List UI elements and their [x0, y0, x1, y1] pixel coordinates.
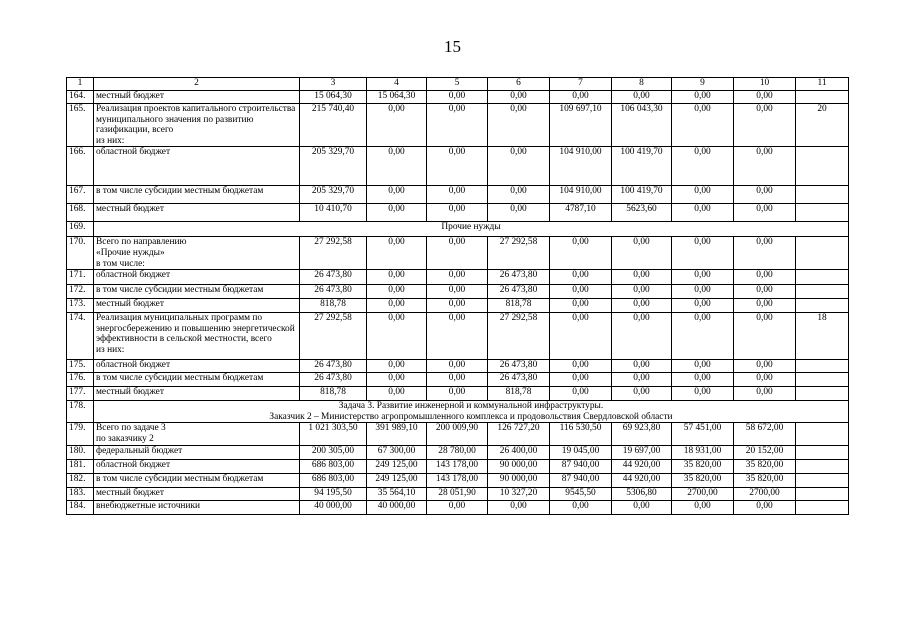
row-label: в том числе субсидии местным бюджетам	[94, 186, 300, 204]
table-row	[67, 313, 849, 360]
row-label: областной бюджет	[94, 270, 300, 285]
amount-cell: 67 300,00	[367, 445, 427, 459]
row-number: 179.	[67, 423, 94, 445]
target-ref	[796, 423, 849, 445]
amount-cell: 0,00	[367, 373, 427, 387]
amount-cell: 5623,60	[612, 204, 672, 222]
row-number: 184.	[67, 500, 94, 514]
amount-cell: 0,00	[427, 313, 488, 360]
amount-cell: 5306,80	[612, 487, 672, 500]
table-row	[67, 473, 849, 487]
section-row	[67, 222, 849, 237]
amount-cell: 0,00	[550, 299, 612, 313]
row-number: 177.	[67, 387, 94, 401]
amount-cell: 0,00	[488, 104, 550, 147]
amount-cell: 90 000,00	[488, 473, 550, 487]
amount-cell: 0,00	[427, 104, 488, 147]
amount-cell: 249 125,00	[367, 459, 427, 473]
amount-cell: 0,00	[427, 285, 488, 299]
target-ref	[796, 459, 849, 473]
amount-cell: 0,00	[550, 237, 612, 270]
amount-cell: 0,00	[734, 299, 796, 313]
amount-cell: 0,00	[734, 270, 796, 285]
amount-cell: 0,00	[612, 237, 672, 270]
row-label: местный бюджет	[94, 299, 300, 313]
table-row	[67, 104, 849, 147]
amount-cell: 0,00	[612, 91, 672, 104]
amount-cell: 205 329,70	[300, 147, 367, 186]
amount-cell: 0,00	[672, 500, 734, 514]
amount-cell: 35 820,00	[734, 459, 796, 473]
target-ref	[796, 270, 849, 285]
amount-cell: 0,00	[488, 186, 550, 204]
amount-cell: 35 820,00	[672, 459, 734, 473]
row-label: местный бюджет	[94, 91, 300, 104]
table-row	[67, 487, 849, 500]
target-ref	[796, 204, 849, 222]
amount-cell: 0,00	[367, 186, 427, 204]
amount-cell: 4787,10	[550, 204, 612, 222]
amount-cell: 818,78	[488, 299, 550, 313]
row-number: 180.	[67, 445, 94, 459]
amount-cell: 0,00	[612, 360, 672, 373]
amount-cell: 0,00	[672, 91, 734, 104]
table-row	[67, 285, 849, 299]
row-label: областной бюджет	[94, 360, 300, 373]
amount-cell: 143 178,00	[427, 459, 488, 473]
table-row	[67, 373, 849, 387]
amount-cell: 26 400,00	[488, 445, 550, 459]
amount-cell: 2700,00	[734, 487, 796, 500]
amount-cell: 0,00	[672, 360, 734, 373]
amount-cell: 0,00	[550, 500, 612, 514]
page-number: 15	[444, 37, 461, 56]
amount-cell: 20 152,00	[734, 445, 796, 459]
table-row	[67, 91, 849, 104]
target-ref	[796, 186, 849, 204]
amount-cell: 27 292,58	[488, 313, 550, 360]
amount-cell: 249 125,00	[367, 473, 427, 487]
row-label: Всего по задаче 3 по заказчику 2	[94, 423, 300, 445]
amount-cell: 0,00	[427, 360, 488, 373]
target-ref	[796, 473, 849, 487]
amount-cell: 0,00	[427, 299, 488, 313]
target-ref	[796, 147, 849, 186]
column-header: 8	[612, 78, 672, 91]
row-label: Всего по направлению «Прочие нужды» в том числе:	[94, 237, 300, 270]
amount-cell: 104 910,00	[550, 147, 612, 186]
row-label: областной бюджет	[94, 147, 300, 186]
amount-cell: 0,00	[734, 104, 796, 147]
amount-cell: 0,00	[734, 500, 796, 514]
amount-cell: 0,00	[488, 204, 550, 222]
row-number: 171.	[67, 270, 94, 285]
amount-cell: 0,00	[612, 500, 672, 514]
amount-cell: 0,00	[367, 270, 427, 285]
amount-cell: 0,00	[550, 313, 612, 360]
row-number: 173.	[67, 299, 94, 313]
amount-cell: 27 292,58	[300, 237, 367, 270]
amount-cell: 69 923,80	[612, 423, 672, 445]
amount-cell: 44 920,00	[612, 473, 672, 487]
column-header: 1	[67, 78, 94, 91]
amount-cell: 0,00	[367, 204, 427, 222]
row-label: внебюджетные источники	[94, 500, 300, 514]
amount-cell: 0,00	[550, 373, 612, 387]
amount-cell: 0,00	[427, 387, 488, 401]
amount-cell: 87 940,00	[550, 459, 612, 473]
target-ref	[796, 237, 849, 270]
amount-cell: 0,00	[550, 270, 612, 285]
amount-cell: 2700,00	[672, 487, 734, 500]
amount-cell: 27 292,58	[300, 313, 367, 360]
amount-cell: 10 410,70	[300, 204, 367, 222]
amount-cell: 26 473,80	[300, 285, 367, 299]
amount-cell: 0,00	[672, 147, 734, 186]
row-label: Реализация муниципальных программ по энергосбережению и повышению энергетической эффективности в сельской местности, всего из них:	[94, 313, 300, 360]
amount-cell: 19 045,00	[550, 445, 612, 459]
row-number: 183.	[67, 487, 94, 500]
row-number: 172.	[67, 285, 94, 299]
column-header: 10	[734, 78, 796, 91]
amount-cell: 0,00	[734, 91, 796, 104]
table-row	[67, 204, 849, 222]
amount-cell: 87 940,00	[550, 473, 612, 487]
amount-cell: 0,00	[734, 186, 796, 204]
amount-cell: 0,00	[612, 387, 672, 401]
amount-cell: 143 178,00	[427, 473, 488, 487]
amount-cell: 391 989,10	[367, 423, 427, 445]
amount-cell: 0,00	[367, 147, 427, 186]
budget-table	[66, 77, 849, 515]
amount-cell: 818,78	[300, 299, 367, 313]
amount-cell: 27 292,58	[488, 237, 550, 270]
target-ref	[796, 445, 849, 459]
amount-cell: 0,00	[734, 360, 796, 373]
amount-cell: 35 820,00	[672, 473, 734, 487]
amount-cell: 0,00	[427, 237, 488, 270]
column-header: 2	[94, 78, 300, 91]
amount-cell: 818,78	[300, 387, 367, 401]
amount-cell: 0,00	[367, 285, 427, 299]
row-label: местный бюджет	[94, 204, 300, 222]
amount-cell: 28 051,90	[427, 487, 488, 500]
column-header: 3	[300, 78, 367, 91]
amount-cell: 100 419,70	[612, 147, 672, 186]
row-number: 178.	[67, 401, 94, 423]
amount-cell: 0,00	[734, 204, 796, 222]
amount-cell: 0,00	[427, 91, 488, 104]
row-number: 170.	[67, 237, 94, 270]
amount-cell: 15 064,30	[300, 91, 367, 104]
amount-cell: 0,00	[672, 186, 734, 204]
amount-cell: 0,00	[672, 237, 734, 270]
amount-cell: 0,00	[427, 500, 488, 514]
amount-cell: 0,00	[612, 313, 672, 360]
row-label: в том числе субсидии местным бюджетам	[94, 285, 300, 299]
target-ref	[796, 360, 849, 373]
amount-cell: 0,00	[734, 285, 796, 299]
amount-cell: 0,00	[427, 270, 488, 285]
amount-cell: 0,00	[612, 285, 672, 299]
amount-cell: 0,00	[367, 360, 427, 373]
amount-cell: 0,00	[488, 500, 550, 514]
amount-cell: 818,78	[488, 387, 550, 401]
amount-cell: 0,00	[672, 285, 734, 299]
amount-cell: 200 009,90	[427, 423, 488, 445]
amount-cell: 40 000,00	[300, 500, 367, 514]
table-row	[67, 147, 849, 186]
column-header: 7	[550, 78, 612, 91]
section-title: Задача 3. Развитие инженерной и коммунальной инфраструктуры. Заказчик 2 – Министерство агропромышленного комплекса и продовольствия Свердловской области	[94, 401, 849, 423]
amount-cell: 0,00	[488, 147, 550, 186]
amount-cell: 0,00	[672, 299, 734, 313]
amount-cell: 0,00	[672, 313, 734, 360]
amount-cell: 0,00	[612, 270, 672, 285]
amount-cell: 26 473,80	[488, 360, 550, 373]
target-ref	[796, 487, 849, 500]
table-row	[67, 445, 849, 459]
row-label: местный бюджет	[94, 487, 300, 500]
table-row	[67, 237, 849, 270]
amount-cell: 94 195,50	[300, 487, 367, 500]
row-label: федеральный бюджет	[94, 445, 300, 459]
amount-cell: 686 803,00	[300, 473, 367, 487]
amount-cell: 126 727,20	[488, 423, 550, 445]
amount-cell: 104 910,00	[550, 186, 612, 204]
section-row	[67, 401, 849, 423]
target-ref	[796, 285, 849, 299]
row-number: 166.	[67, 147, 94, 186]
table-row	[67, 299, 849, 313]
amount-cell: 116 530,50	[550, 423, 612, 445]
amount-cell: 0,00	[734, 147, 796, 186]
amount-cell: 0,00	[672, 204, 734, 222]
table-row	[67, 360, 849, 373]
amount-cell: 0,00	[672, 270, 734, 285]
row-number: 165.	[67, 104, 94, 147]
amount-cell: 26 473,80	[488, 285, 550, 299]
target-ref: 18	[796, 313, 849, 360]
amount-cell: 0,00	[550, 360, 612, 373]
amount-cell: 0,00	[734, 373, 796, 387]
column-header: 9	[672, 78, 734, 91]
row-number: 164.	[67, 91, 94, 104]
table-row	[67, 500, 849, 514]
amount-cell: 15 064,30	[367, 91, 427, 104]
amount-cell: 10 327,20	[488, 487, 550, 500]
target-ref	[796, 299, 849, 313]
row-number: 181.	[67, 459, 94, 473]
amount-cell: 26 473,80	[488, 373, 550, 387]
amount-cell: 0,00	[734, 387, 796, 401]
section-title: Прочие нужды	[94, 222, 849, 237]
row-number: 169.	[67, 222, 94, 237]
column-header: 11	[796, 78, 849, 91]
amount-cell: 0,00	[672, 104, 734, 147]
row-label: областной бюджет	[94, 459, 300, 473]
table-header-row	[67, 78, 849, 91]
amount-cell: 0,00	[427, 147, 488, 186]
row-number: 175.	[67, 360, 94, 373]
amount-cell: 0,00	[427, 373, 488, 387]
amount-cell: 1 021 303,50	[300, 423, 367, 445]
amount-cell: 40 000,00	[367, 500, 427, 514]
amount-cell: 0,00	[367, 387, 427, 401]
amount-cell: 28 780,00	[427, 445, 488, 459]
amount-cell: 44 920,00	[612, 459, 672, 473]
amount-cell: 106 043,30	[612, 104, 672, 147]
amount-cell: 215 740,40	[300, 104, 367, 147]
row-number: 182.	[67, 473, 94, 487]
amount-cell: 35 564,10	[367, 487, 427, 500]
row-label: Реализация проектов капитального строительства муниципального значения по развитию газификации, всего из них:	[94, 104, 300, 147]
amount-cell: 58 672,00	[734, 423, 796, 445]
table-row	[67, 387, 849, 401]
column-header: 6	[488, 78, 550, 91]
amount-cell: 200 305,00	[300, 445, 367, 459]
row-number: 176.	[67, 373, 94, 387]
amount-cell: 0,00	[367, 237, 427, 270]
row-number: 167.	[67, 186, 94, 204]
amount-cell: 0,00	[550, 387, 612, 401]
amount-cell: 686 803,00	[300, 459, 367, 473]
table-row	[67, 186, 849, 204]
amount-cell: 26 473,80	[300, 373, 367, 387]
target-ref	[796, 373, 849, 387]
target-ref	[796, 387, 849, 401]
amount-cell: 26 473,80	[488, 270, 550, 285]
amount-cell: 0,00	[427, 186, 488, 204]
amount-cell: 109 697,10	[550, 104, 612, 147]
table-row	[67, 270, 849, 285]
row-label: местный бюджет	[94, 387, 300, 401]
amount-cell: 9545,50	[550, 487, 612, 500]
amount-cell: 26 473,80	[300, 360, 367, 373]
row-number: 168.	[67, 204, 94, 222]
column-header: 5	[427, 78, 488, 91]
amount-cell: 19 697,00	[612, 445, 672, 459]
amount-cell: 0,00	[672, 373, 734, 387]
target-ref	[796, 91, 849, 104]
amount-cell: 100 419,70	[612, 186, 672, 204]
amount-cell: 0,00	[367, 104, 427, 147]
amount-cell: 0,00	[612, 299, 672, 313]
amount-cell: 0,00	[367, 299, 427, 313]
amount-cell: 26 473,80	[300, 270, 367, 285]
amount-cell: 0,00	[672, 387, 734, 401]
amount-cell: 18 931,00	[672, 445, 734, 459]
target-ref: 20	[796, 104, 849, 147]
target-ref	[796, 500, 849, 514]
amount-cell: 90 000,00	[488, 459, 550, 473]
amount-cell: 0,00	[367, 313, 427, 360]
table-row	[67, 423, 849, 445]
amount-cell: 205 329,70	[300, 186, 367, 204]
amount-cell: 35 820,00	[734, 473, 796, 487]
amount-cell: 0,00	[550, 285, 612, 299]
table-row	[67, 459, 849, 473]
amount-cell: 0,00	[612, 373, 672, 387]
column-header: 4	[367, 78, 427, 91]
row-number: 174.	[67, 313, 94, 360]
amount-cell: 57 451,00	[672, 423, 734, 445]
row-label: в том числе субсидии местным бюджетам	[94, 473, 300, 487]
amount-cell: 0,00	[427, 204, 488, 222]
amount-cell: 0,00	[734, 237, 796, 270]
amount-cell: 0,00	[550, 91, 612, 104]
amount-cell: 0,00	[488, 91, 550, 104]
row-label: в том числе субсидии местным бюджетам	[94, 373, 300, 387]
amount-cell: 0,00	[734, 313, 796, 360]
